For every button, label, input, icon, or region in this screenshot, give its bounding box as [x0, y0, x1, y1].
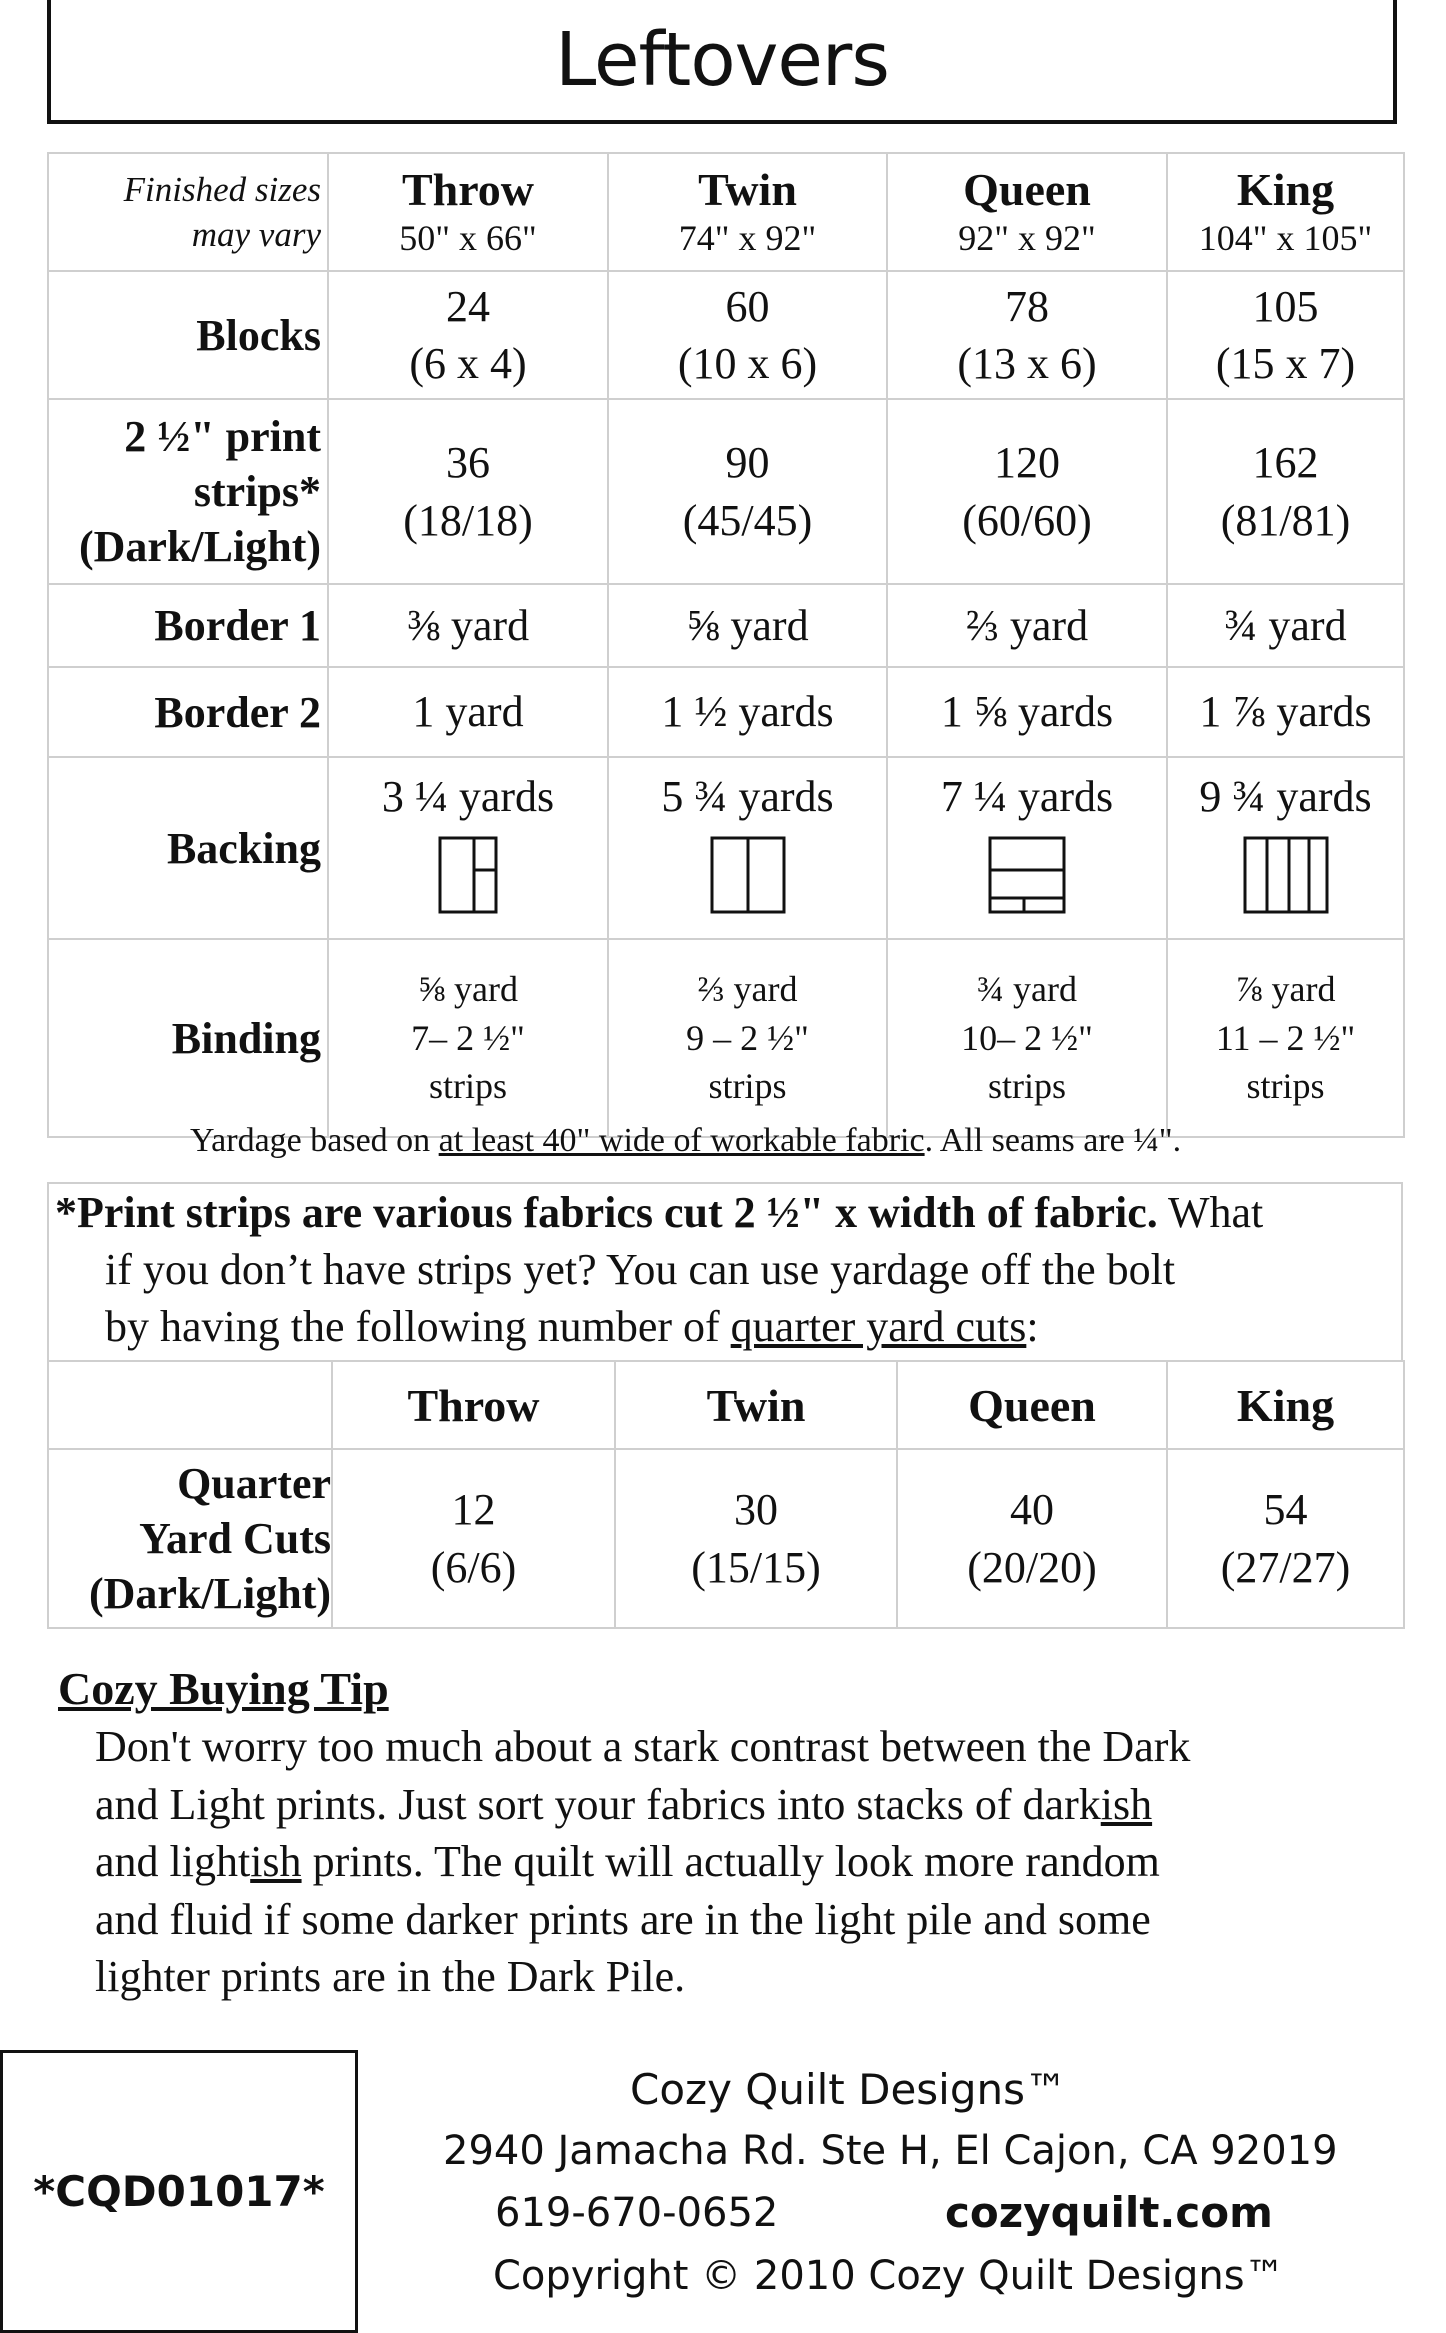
cell-line: strips	[708, 1066, 787, 1107]
cell-line: 10– 2 ½"	[961, 1017, 1093, 1058]
table-cell	[608, 757, 887, 939]
size-dims: 50" x 66"	[399, 217, 537, 258]
cell-line: 90	[725, 438, 770, 488]
table-cell	[887, 939, 1167, 1137]
backing-row	[48, 757, 1404, 939]
quarter-yard-table	[47, 1360, 1405, 1629]
table-cell	[887, 757, 1167, 939]
cell-line: (6 x 4)	[409, 339, 527, 388]
cell-line: (27/27)	[1220, 1542, 1351, 1592]
note-line: may vary	[191, 215, 321, 254]
table-cell: ¾ yard	[1167, 584, 1404, 667]
table-cell: ⅔ yard	[887, 584, 1167, 667]
note-bold: *Print strips are various fabrics cut 2 ½" x width of fabric.	[55, 1188, 1158, 1237]
column-header: Throw	[332, 1361, 615, 1449]
table-cell: ⅜ yard	[328, 584, 608, 667]
quarter-values-row	[48, 1449, 1404, 1628]
tip-line	[95, 1833, 1415, 1891]
tip-text: prints. The quilt will actually look more random	[301, 1837, 1160, 1886]
backing-layout-icon	[438, 836, 498, 914]
company-address: 2940 Jamacha Rd. Ste H, El Cajon, CA 92019	[443, 2128, 1338, 2174]
yardage-table	[47, 152, 1405, 1138]
cell-line: strips	[987, 1066, 1066, 1107]
tip-text: and Light prints. Just sort your fabrics into stacks of dark	[95, 1779, 1101, 1829]
backing-layout-icon	[710, 836, 786, 914]
table-cell	[608, 271, 887, 399]
footnote-text: Yardage based on	[190, 1122, 439, 1159]
backing-yardage: 9 ¾ yards	[1199, 772, 1372, 822]
note-line-1	[55, 1184, 1395, 1241]
backing-yardage: 3 ¼ yards	[381, 772, 555, 822]
table-cell	[328, 271, 608, 399]
size-header-row	[48, 153, 1404, 271]
table-cell	[1167, 1449, 1404, 1628]
size-dims: 92" x 92"	[958, 217, 1096, 258]
cell-line: 162	[1252, 438, 1319, 488]
size-name: Throw	[401, 163, 535, 215]
footnote-text: . All seams are ¼".	[924, 1122, 1182, 1159]
blocks-row	[48, 271, 1404, 399]
quarter-header-row	[48, 1361, 1404, 1449]
binding-row	[48, 939, 1404, 1137]
company-phone: 619-670-0652	[495, 2190, 779, 2236]
cell-line: 12	[451, 1485, 496, 1535]
cell-line: (18/18)	[403, 495, 533, 545]
buying-tip-heading: Cozy Buying Tip	[58, 1663, 389, 1714]
table-cell: 1 ⅝ yards	[887, 667, 1167, 757]
cell-line: (10 x 6)	[677, 339, 818, 388]
table-cell: 1 yard	[328, 667, 608, 757]
label-line: (Dark/Light)	[79, 522, 321, 571]
label-line: (Dark/Light)	[89, 1569, 331, 1618]
tip-line: Don't worry too much about a stark contrast between the Dark	[95, 1722, 1191, 1771]
row-label-print-strips	[48, 399, 328, 584]
table-cell	[887, 271, 1167, 399]
table-cell: ⅝ yard	[608, 584, 887, 667]
backing-yardage: 7 ¼ yards	[940, 772, 1114, 822]
label-line: Quarter	[177, 1459, 331, 1508]
cell-line: (60/60)	[962, 495, 1092, 545]
cell-line: ⅔ yard	[697, 969, 798, 1010]
note-line-2: if you don’t have strips yet? You can use yardage off the bolt	[105, 1245, 1176, 1294]
cell-line: 30	[734, 1485, 778, 1535]
column-header: Queen	[897, 1361, 1167, 1449]
pattern-code: *CQD01017*	[33, 2167, 325, 2216]
backing-layout-icon	[988, 836, 1066, 914]
row-label-border1: Border 1	[48, 584, 328, 667]
cell-line: (13 x 6)	[957, 339, 1097, 388]
empty-header-cell	[48, 1361, 332, 1449]
size-header-king	[1167, 153, 1404, 271]
size-header-twin	[608, 153, 887, 271]
row-label-border2: Border 2	[48, 667, 328, 757]
cell-line: 36	[446, 438, 490, 488]
yardage-footnote	[190, 1122, 1181, 1160]
border2-row	[48, 667, 1404, 757]
backing-yardage: 5 ¾ yards	[661, 772, 834, 822]
cell-line: 60	[725, 281, 770, 331]
cell-line: ⅞ yard	[1235, 969, 1336, 1010]
pattern-code-box	[0, 2050, 358, 2333]
size-header-queen	[887, 153, 1167, 271]
table-cell	[1167, 757, 1404, 939]
table-cell	[608, 939, 887, 1137]
row-label-blocks: Blocks	[48, 271, 328, 399]
company-name: Cozy Quilt Designs™	[630, 2065, 1068, 2114]
label-line: Yard Cuts	[139, 1514, 331, 1563]
tip-line: and fluid if some darker prints are in the light pile and some	[95, 1894, 1151, 1944]
table-cell: 1 ½ yards	[608, 667, 887, 757]
tip-underlined: ish	[250, 1837, 302, 1886]
size-dims: 104" x 105"	[1198, 217, 1373, 258]
table-cell	[1167, 399, 1404, 584]
column-header: King	[1167, 1361, 1404, 1449]
table-cell	[328, 757, 608, 939]
print-strips-note	[47, 1182, 1403, 1362]
cell-line: 40	[1010, 1485, 1054, 1535]
note-text: :	[1026, 1302, 1039, 1351]
finished-sizes-note	[48, 153, 328, 271]
cell-line: 7– 2 ½"	[411, 1017, 525, 1058]
cell-line: 105	[1252, 281, 1319, 331]
cell-line: (20/20)	[967, 1542, 1097, 1592]
column-header: Twin	[615, 1361, 897, 1449]
cell-line: (15 x 7)	[1215, 339, 1356, 388]
company-website: cozyquilt.com	[945, 2188, 1273, 2237]
table-cell	[1167, 939, 1404, 1137]
copyright-notice: Copyright © 2010 Cozy Quilt Designs™	[493, 2253, 1285, 2299]
tip-underlined: ish	[1100, 1779, 1153, 1829]
label-line: strips*	[193, 467, 321, 516]
table-cell	[328, 399, 608, 584]
tip-line: lighter prints are in the Dark Pile.	[95, 1952, 686, 2001]
cell-line: strips	[1246, 1066, 1325, 1107]
cell-line: 78	[1005, 281, 1049, 331]
cell-line: ¾ yard	[977, 969, 1077, 1010]
table-cell	[1167, 271, 1404, 399]
table-cell	[332, 1449, 615, 1628]
cell-line: 120	[994, 438, 1060, 488]
size-name: Twin	[698, 163, 797, 215]
border1-row	[48, 584, 1404, 667]
table-cell	[608, 399, 887, 584]
cell-line: strips	[428, 1066, 507, 1107]
cell-line: (15/15)	[691, 1542, 821, 1592]
size-header-throw	[328, 153, 608, 271]
title-box	[47, 0, 1397, 124]
size-name: Queen	[963, 163, 1091, 215]
cell-line: 9 – 2 ½"	[686, 1017, 809, 1058]
table-cell	[328, 939, 608, 1137]
table-cell	[897, 1449, 1167, 1628]
size-name: King	[1236, 163, 1335, 215]
print-strips-row	[48, 399, 1404, 584]
cell-line: (81/81)	[1220, 495, 1351, 545]
note-text: by having the following number of	[105, 1302, 731, 1351]
table-cell: 1 ⅞ yards	[1167, 667, 1404, 757]
note-text: What	[1157, 1188, 1264, 1237]
cell-line: 24	[446, 281, 490, 331]
size-dims: 74" x 92"	[678, 217, 817, 258]
note-line: Finished sizes	[123, 169, 321, 209]
note-line-3	[55, 1298, 1395, 1355]
cell-line: (6/6)	[430, 1542, 517, 1592]
note-underlined: quarter yard cuts	[730, 1302, 1027, 1351]
buying-tip-body	[95, 1718, 1415, 2006]
row-label-quarter-yard-cuts	[48, 1449, 332, 1628]
tip-line	[95, 1776, 1415, 1834]
row-label-backing: Backing	[48, 757, 328, 939]
tip-text: and light	[95, 1837, 251, 1886]
cell-line: ⅝ yard	[418, 969, 518, 1010]
cell-line: 54	[1263, 1485, 1308, 1535]
cell-line: 11 – 2 ½"	[1215, 1017, 1356, 1058]
page-title: Leftovers	[555, 17, 889, 103]
row-label-binding: Binding	[48, 939, 328, 1137]
table-cell	[615, 1449, 897, 1628]
cell-line: (45/45)	[682, 495, 813, 545]
label-line: 2 ½" print	[124, 412, 321, 461]
table-cell	[887, 399, 1167, 584]
footnote-underlined: at least 40" wide of workable fabric	[438, 1122, 925, 1159]
backing-layout-icon	[1243, 836, 1329, 914]
